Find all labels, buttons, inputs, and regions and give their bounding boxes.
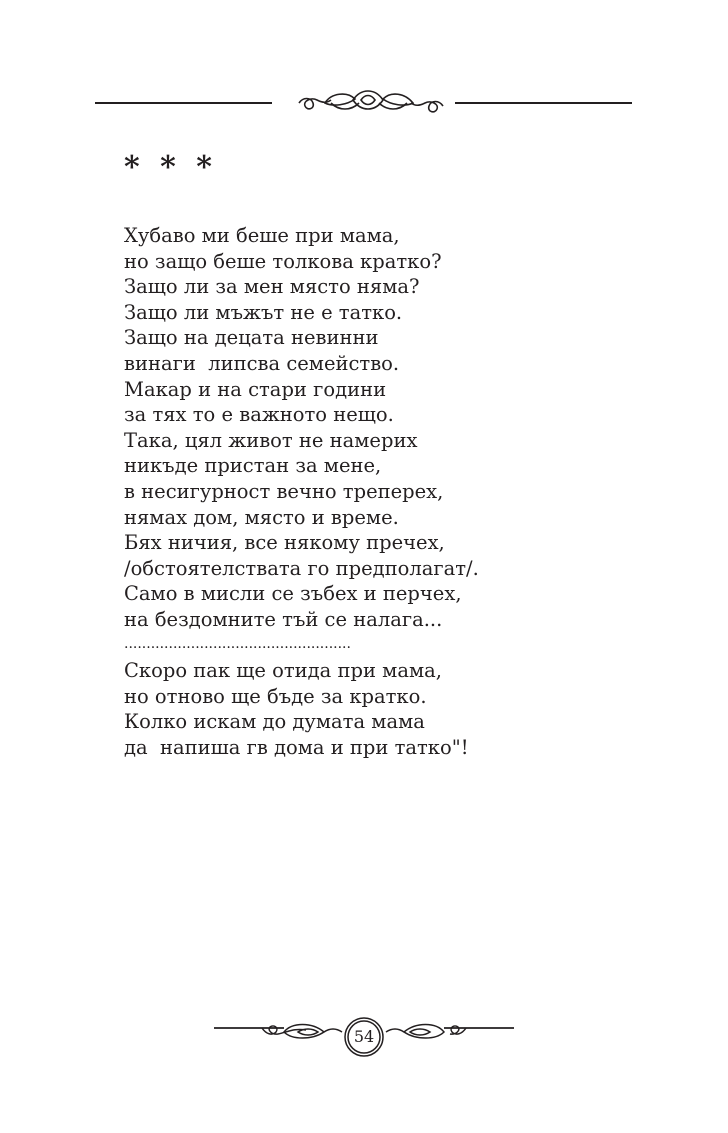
poem-line: Защо ли мъжът не е татко.: [124, 300, 403, 324]
poem-line: да напиша гв дома и при татко"!: [124, 735, 469, 759]
page-number: 54: [353, 1027, 375, 1046]
poem-line: в несигурност вечно треперех,: [124, 479, 444, 503]
poem-line: Макар и на стари години: [124, 377, 387, 401]
poem-line: за тях то е важното нещо.: [124, 403, 394, 427]
poem-line: на бездомните тъй се налага...: [124, 607, 443, 631]
poem-line: но отново ще бъде за кратко.: [124, 684, 427, 708]
scroll-flourish-divider-icon: [95, 82, 632, 122]
poem-line: Само в мисли се зъбех и перчех,: [124, 582, 462, 606]
poem-body: [124, 223, 604, 760]
poem-line: Защо на децата невинни: [124, 326, 379, 350]
poem-line: но защо беше толкова кратко?: [124, 249, 442, 273]
poem-line: Така, цял живот не намерих: [124, 428, 418, 452]
poem-line: никъде пристан за мене,: [124, 454, 382, 478]
poem-line: винаги липсва семейство.: [124, 351, 400, 375]
poem-line: Защо ли за мен място няма?: [124, 275, 420, 299]
poem-line: нямах дом, място и време.: [124, 505, 399, 529]
poem-line: Колко искам до думата мама: [124, 710, 425, 734]
section-marker: * * *: [124, 150, 217, 185]
poem-line: Бях ничия, все някому пречех,: [124, 531, 445, 555]
poem-line: Скоро пак ще отида при мама,: [124, 659, 442, 683]
poem-line: /обстоятелствата го предполагат/.: [124, 556, 479, 580]
poem-separator: ...................................................: [124, 635, 351, 652]
poem-line: Хубаво ми беше при мама,: [124, 224, 400, 247]
